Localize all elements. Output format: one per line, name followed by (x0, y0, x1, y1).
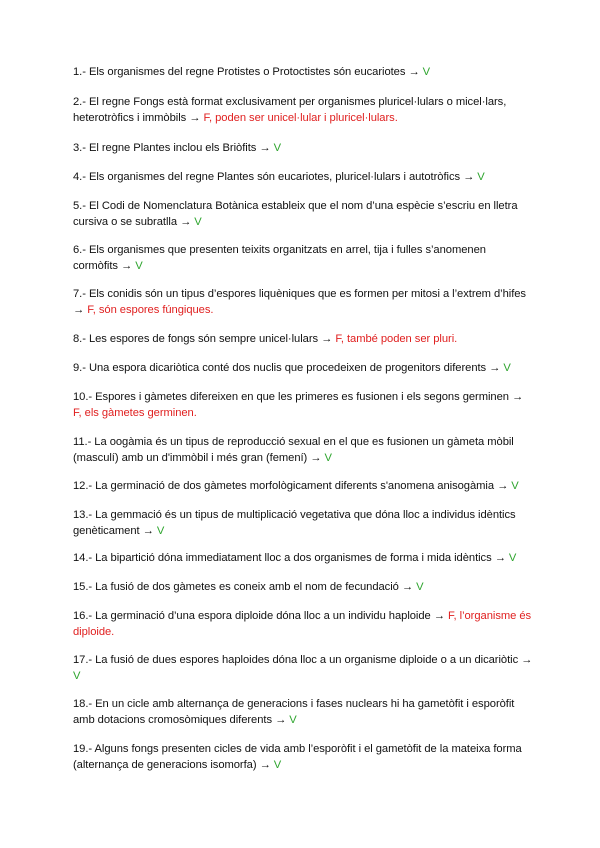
true-mark: V (156, 525, 165, 537)
statement-text: 11.- La oogàmia és un tipus de reproducció sexual en el que es fusionen un gàmeta mòbil (masculí) amb un d'immòbil i més gran (femení) (73, 436, 514, 464)
statement-text: 18.- En un cicle amb alternança de generacions i fases nuclears hi ha gametòfit i esporòfit amb dotacions cromosòmiques diferents (73, 698, 515, 726)
statement-text: 2.- El regne Fongs està format exclusivament per organismes pluricel·lulars o micel·lars, heterotròfics i immòbils (73, 96, 507, 124)
statement-9 (73, 360, 533, 376)
arrow-icon: → (73, 304, 85, 316)
arrow-icon: → (494, 552, 506, 564)
statement-text: 5.- El Codi de Nomenclatura Botànica estableix que el nom d’una espècie s’escriu en lletra cursiva o se subratlla (73, 200, 518, 228)
statement-18 (73, 696, 533, 728)
statement-7 (73, 286, 533, 318)
true-mark: V (273, 142, 281, 154)
arrow-icon: → (512, 391, 524, 403)
statement-text: 16.- La germinació d’una espora diploide dóna lloc a un individu haploide (73, 610, 431, 622)
true-mark: V (73, 670, 81, 682)
statement-2 (73, 94, 533, 126)
statement-text: 9.- Una espora dicariòtica conté dos nuclis que procedeixen de progenitors diferents (73, 362, 487, 374)
true-mark: V (324, 452, 332, 464)
true-mark: V (422, 66, 431, 78)
true-mark: V (273, 759, 282, 771)
false-correction: F, també poden ser pluri. (335, 333, 458, 345)
arrow-icon: → (408, 66, 420, 78)
true-mark: V (194, 216, 202, 228)
arrow-icon: → (189, 112, 201, 124)
statement-4 (73, 169, 533, 185)
statement-13 (73, 507, 533, 539)
true-mark: V (289, 714, 297, 726)
statement-text: 8.- Les espores de fongs són sempre unicel·lulars (73, 333, 319, 345)
arrow-icon: → (489, 362, 501, 374)
statement-16 (73, 608, 533, 640)
true-mark: V (135, 260, 143, 272)
statement-1 (73, 64, 533, 80)
statement-14 (73, 550, 533, 566)
statement-text: 1.- Els organismes del regne Protistes o Protoctistes són eucariotes (73, 66, 406, 78)
arrow-icon: → (180, 216, 192, 228)
arrow-icon: → (463, 171, 475, 183)
arrow-icon: → (121, 260, 133, 272)
arrow-icon: → (401, 581, 414, 593)
false-correction: F, els gàmetes germinen. (73, 407, 197, 419)
statement-17 (73, 652, 533, 684)
statement-text: 10.- Espores i gàmetes difereixen en que les primeres es fusionen i els segons germinen (73, 391, 509, 403)
arrow-icon: → (521, 654, 533, 666)
arrow-icon: → (321, 333, 333, 345)
arrow-icon: → (433, 610, 445, 622)
statement-text: 12.- La germinació de dos gàmetes morfològicament diferents s'anomena anisogàmia (73, 480, 495, 492)
statement-text: 4.- Els organismes del regne Plantes són eucariotes, pluricel·lulars i autotròfics (73, 171, 461, 183)
statement-text: 7.- Els conidis són un tipus d’espores liquèniques que es formen per mitosi a l’extrem d’hifes (73, 288, 526, 300)
true-mark: V (511, 480, 519, 492)
statement-8 (73, 331, 533, 347)
false-correction: F, l’organisme és diploide. (73, 610, 532, 638)
statement-15 (73, 579, 533, 595)
statement-text: 6.- Els organismes que presenten teixits organitzats en arrel, tija i fulles s’anomenen cormòfits (73, 244, 486, 272)
arrow-icon: → (275, 714, 287, 726)
false-correction: F, són espores fúngiques. (87, 304, 214, 316)
statement-12 (73, 478, 533, 494)
statement-text: 17.- La fusió de dues espores haploides dóna lloc a un organisme diploide o a un dicariòtic (73, 654, 519, 666)
true-mark: V (508, 552, 517, 564)
true-mark: V (416, 581, 424, 593)
true-mark: V (477, 171, 485, 183)
arrow-icon: → (497, 480, 509, 492)
statement-10 (73, 389, 533, 421)
true-mark: V (503, 362, 511, 374)
statement-6 (73, 242, 533, 274)
false-correction: F, poden ser unicel·lular i pluricel·lulars. (203, 112, 398, 124)
statement-text: 3.- El regne Plantes inclou els Briòfits (73, 142, 257, 154)
statement-3 (73, 140, 533, 156)
statement-5 (73, 198, 533, 230)
statement-text: 14.- La bipartició dóna immediatament lloc a dos organismes de forma i mida idèntics (73, 552, 492, 564)
statement-text: 13.- La gemmació és un tipus de multiplicació vegetativa que dóna lloc a individus idèntics genèticament (73, 509, 516, 537)
statement-11 (73, 434, 533, 466)
arrow-icon: → (142, 525, 154, 537)
statement-text: 15.- La fusió de dos gàmetes es coneix amb el nom de fecundació (73, 581, 399, 593)
arrow-icon: → (310, 452, 322, 464)
arrow-icon: → (259, 142, 271, 154)
arrow-icon: → (259, 759, 271, 771)
statement-19 (73, 741, 533, 773)
statement-text: 19.- Alguns fongs presenten cicles de vida amb l’esporòfit i el gametòfit de la mateixa forma (alternança de generacions isomorfa) (73, 743, 522, 771)
